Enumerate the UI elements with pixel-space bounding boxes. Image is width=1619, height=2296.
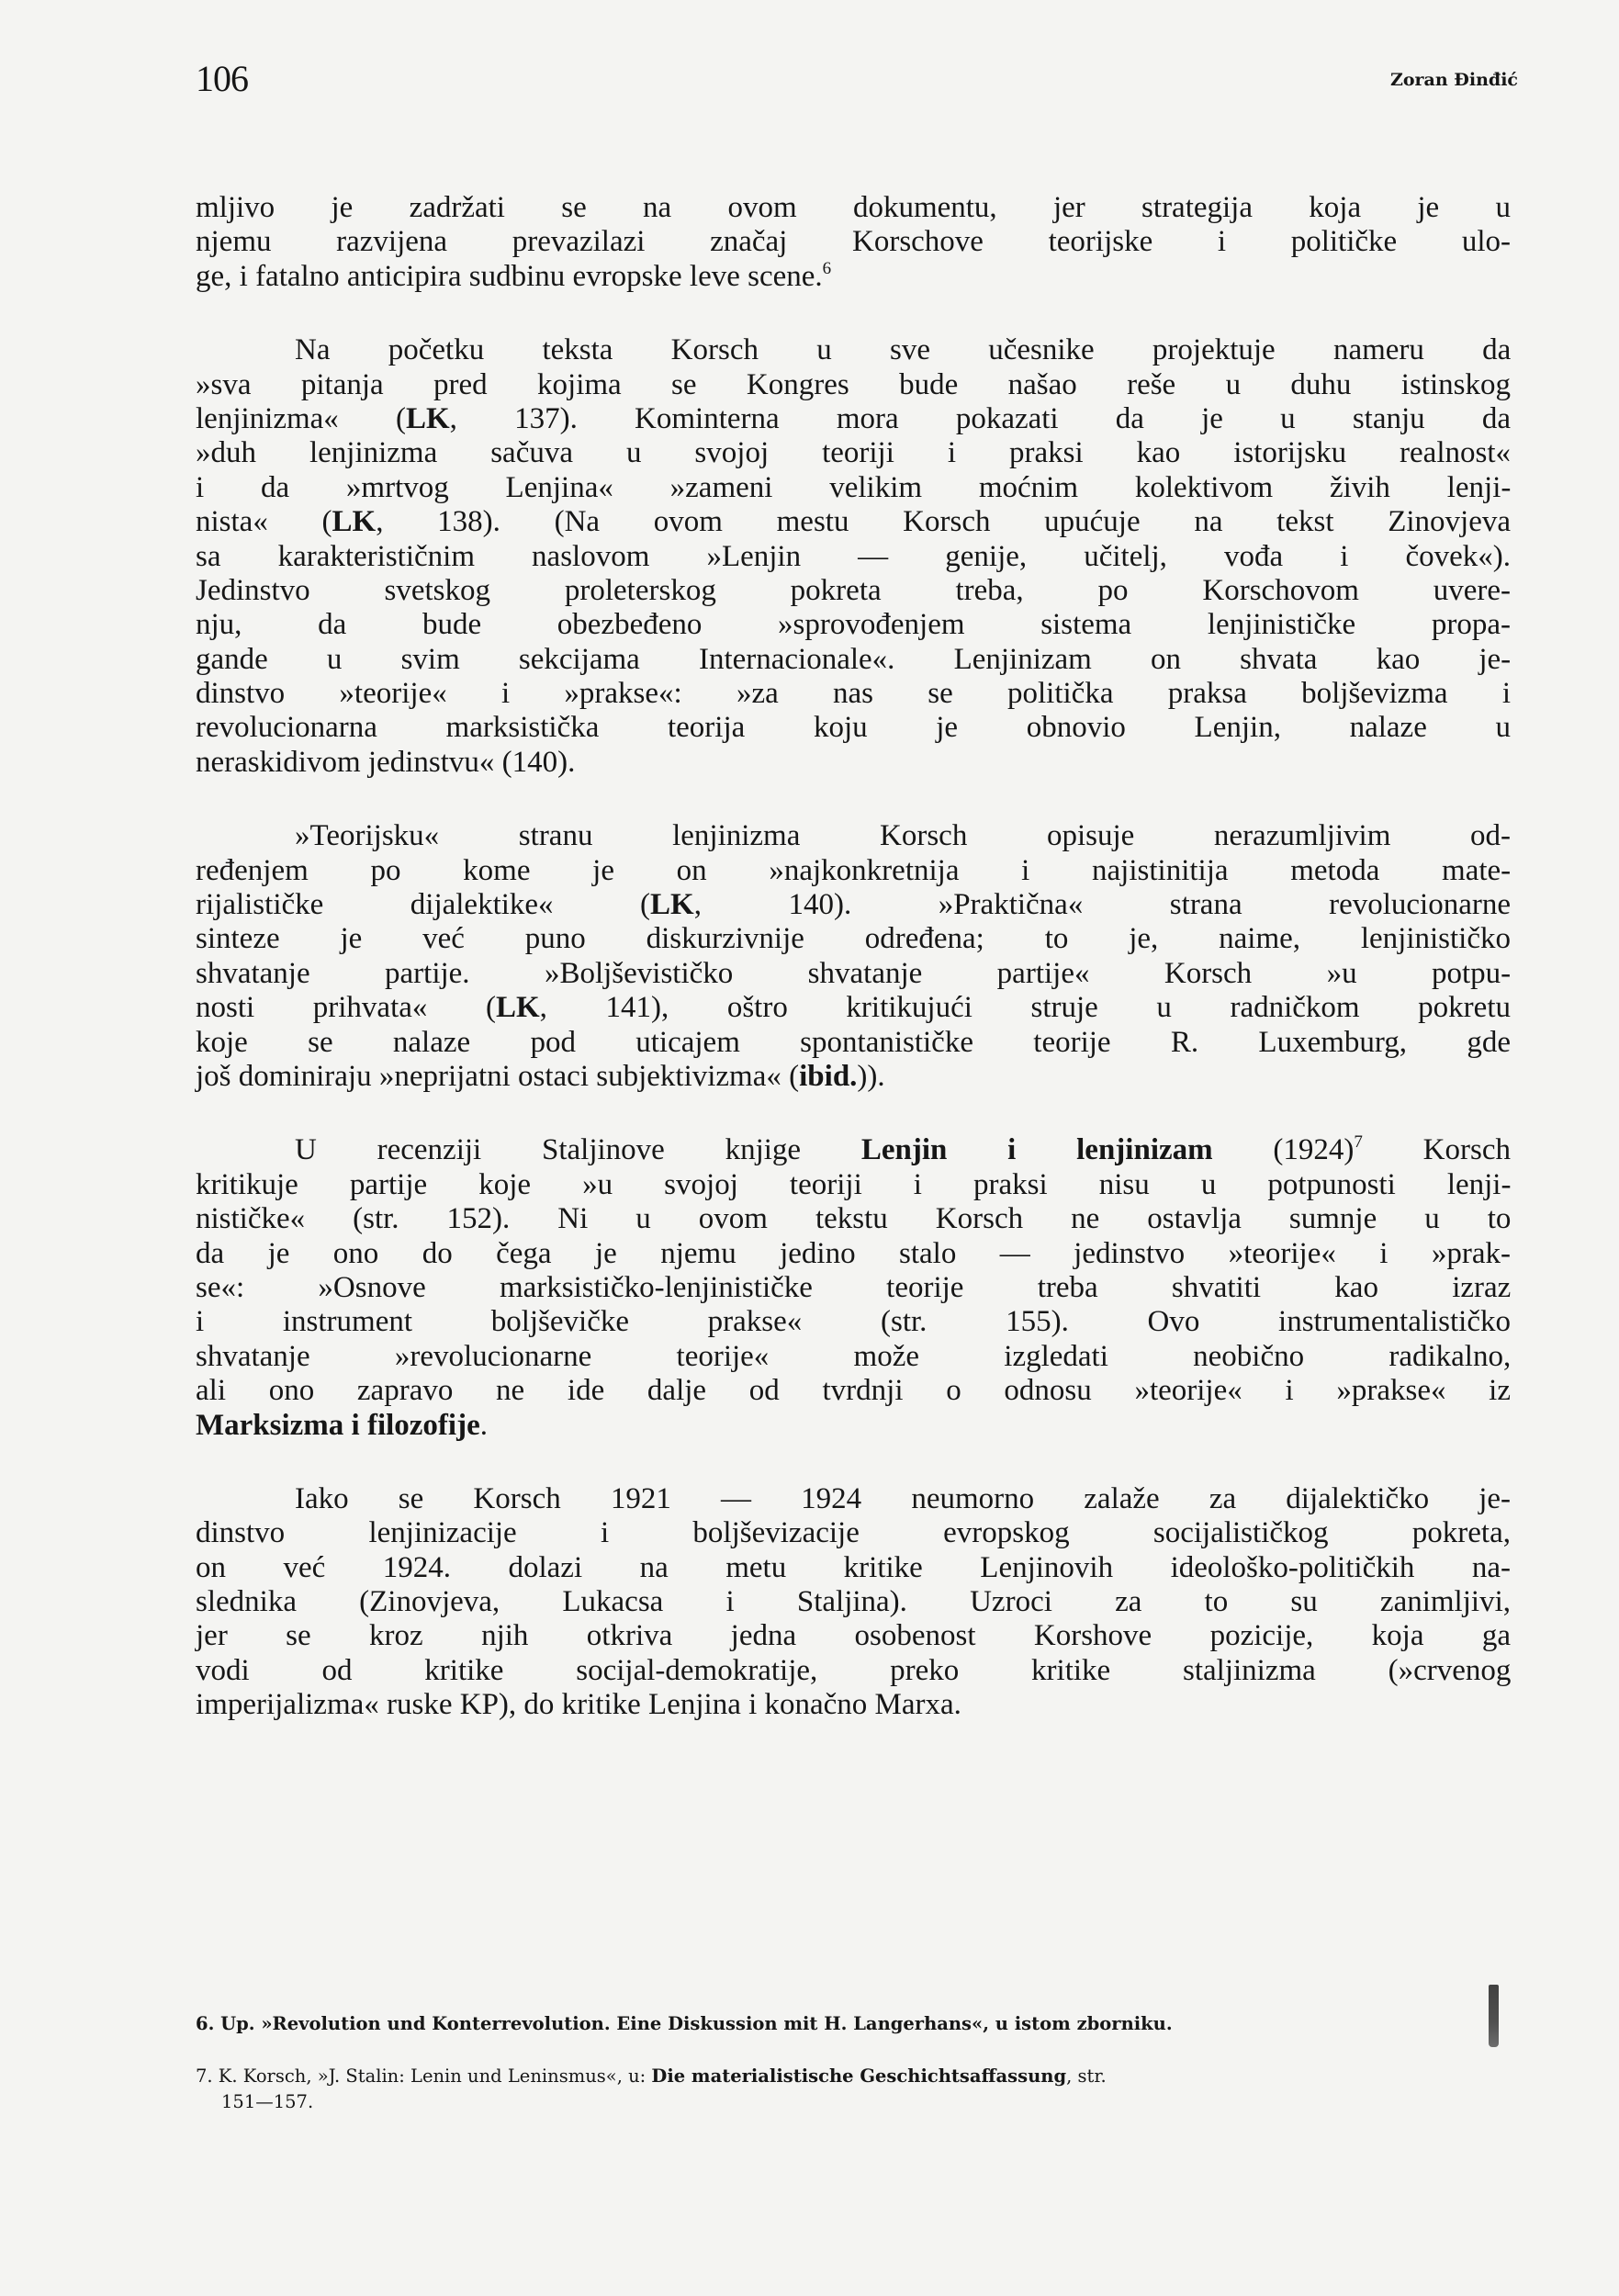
text-run: se«: »Osnove marksističko-lenjinističke teorije treba shvatiti kao izraz (196, 1270, 1512, 1304)
text-line (196, 368, 1511, 402)
text-run: revolucionarna marksistička teorija koju je obnovio Lenjin, nalaze u (196, 711, 1511, 745)
bold-text: 6. Up. »Revolution und Konterrevolution. Eine Diskussion mit H. Langerhans«, u istom zborniku. (196, 2013, 1173, 2034)
text-run: 151—157. (221, 2091, 314, 2112)
text-line (196, 711, 1511, 745)
text-line (196, 402, 1511, 436)
bold-text: Lenjin i lenjinizam (860, 1133, 1213, 1167)
text-line (196, 191, 1511, 225)
bold-text: Die materialistische Geschichtsaffassung (651, 2065, 1067, 2087)
text-run: kritikuje partije koje »u svojoj teoriji i praksi nisu u potpunosti lenji- (196, 1167, 1512, 1201)
paragraph (196, 333, 1511, 780)
footnote (196, 2011, 1463, 2037)
bold-text: LK (650, 888, 694, 922)
text-run: on već 1924. dolazi na metu kritike Lenjinovih ideološko-političkih na- (196, 1550, 1511, 1584)
text-run: dinstvo »teorije« i »prakse«: »za nas se politička praksa boljševizma i (196, 677, 1511, 711)
text-line (196, 1133, 1511, 1167)
text-run: »Teorijsku« stranu lenjinizma Korsch opisuje nerazumljivim od- (295, 819, 1511, 853)
text-run: dinstvo lenjinizacije i boljševizacije evropskog socijalističkog pokreta, (196, 1516, 1511, 1550)
margin-ink-mark (1489, 1985, 1499, 2047)
running-head-author: Zoran Đinđić (1389, 70, 1518, 90)
text-run: ge, i fatalno anticipira sudbinu evropske leve scene. (196, 259, 823, 293)
text-line (196, 1168, 1511, 1202)
text-line (196, 957, 1511, 991)
text-run: slednika (Zinovjeva, Lukacsa i Staljina). Uzroci za to su zanimljivi, (196, 1585, 1511, 1619)
text-line (196, 1654, 1511, 1688)
bold-text: LK (332, 505, 377, 539)
text-line (196, 505, 1511, 539)
text-run: Iako se Korsch 1921 — 1924 neumorno zalaže za dijalektičko je- (295, 1481, 1512, 1515)
footnote-line (196, 2011, 1463, 2037)
text-run: 7. K. Korsch, »J. Stalin: Lenin und Leninsmus«, u: (196, 2065, 652, 2087)
text-line (196, 1271, 1511, 1305)
bold-text: LK (405, 401, 450, 435)
text-run: )). (857, 1059, 885, 1093)
text-run: Na početku teksta Korsch u sve učesnike projektuje nameru da (295, 333, 1512, 367)
text-run: vodi od kritike socijal-demokratije, preko kritike staljinizma (»crvenog (196, 1653, 1512, 1687)
paragraph (196, 191, 1511, 294)
text-run: neraskidivom jedinstvu« (140). (196, 745, 576, 779)
bold-text: Marksizma i filozofije (196, 1408, 480, 1442)
page-number: 106 (196, 58, 248, 99)
text-run: , str. (1066, 2065, 1107, 2087)
text-run: gande u svim sekcijama Internacionale«. Lenjinizam on shvata kao je- (196, 642, 1512, 676)
text-run: imperijalizma« ruske KP), do kritike Lenjina i konačno Marxa. (196, 1688, 961, 1722)
text-line (196, 1409, 1511, 1443)
text-run: , 141), oštro kritikujući struje u radničkom pokretu (539, 991, 1511, 1025)
text-run: nista« ( (196, 505, 332, 539)
text-line (196, 677, 1511, 711)
text-run: da je ono do čega je njemu jedino stalo — jedinstvo »teorije« i »prak- (196, 1236, 1511, 1270)
text-run: lenjinizma« ( (196, 401, 406, 435)
text-run: Korsch (1362, 1133, 1511, 1167)
text-line (196, 1202, 1511, 1236)
text-line (196, 333, 1511, 367)
text-run: rijalističke dijalektike« ( (196, 888, 651, 922)
text-line (196, 1585, 1511, 1619)
paragraph (196, 1133, 1511, 1443)
footnote (196, 2064, 1463, 2115)
footnote-line (196, 2064, 1463, 2089)
text-run: nističke« (str. 152). Ni u ovom tekstu Korsch ne ostavlja sumnje u to (196, 1202, 1512, 1236)
text-line (196, 1026, 1511, 1060)
footnotes (196, 2011, 1463, 2142)
text-run: koje se nalaze pod uticajem spontanističke teorije R. Luxemburg, gde (196, 1025, 1511, 1059)
text-line (196, 1482, 1511, 1516)
text-run: (1924) (1212, 1133, 1355, 1167)
text-line (196, 643, 1511, 677)
text-run: shvatanje »revolucionarne teorije« može izgledati neobično radikalno, (196, 1339, 1512, 1373)
text-run: Jedinstvo svetskog proleterskog pokreta treba, po Korschovom uvere- (196, 573, 1511, 607)
text-line (196, 260, 1511, 294)
text-line (196, 819, 1511, 853)
text-line (196, 1305, 1511, 1339)
text-run: njemu razvijena prevazilazi značaj Korschove teorijske i političke ulo- (196, 225, 1511, 259)
bold-text: LK (495, 991, 540, 1025)
text-run: sa karakterističnim naslovom »Lenjin — genije, učitelj, vođa i čovek«). (196, 539, 1511, 573)
text-run: jer se kroz njih otkriva jedna osobenost Korshove pozicije, koja ga (196, 1619, 1511, 1653)
text-line (196, 1374, 1511, 1408)
text-line (196, 746, 1511, 780)
text-run: , 138). (Na ovom mestu Korsch upućuje na tekst Zinovjeva (376, 505, 1511, 539)
text-run: »duh lenjinizma sačuva u svojoj teoriji i praksi kao istorijsku realnost« (196, 436, 1511, 470)
footnote-reference: 7 (1354, 1132, 1363, 1153)
text-run: shvatanje partije. »Boljševističko shvatanje partije« Korsch »u potpu- (196, 956, 1512, 990)
text-run: ali ono zapravo ne ide dalje od tvrdnji o odnosu »teorije« i »prakse« iz (196, 1374, 1511, 1408)
text-line (196, 1619, 1511, 1653)
text-line (196, 471, 1511, 505)
text-line (196, 608, 1511, 642)
text-run: nosti prihvata« ( (196, 991, 496, 1025)
text-line (196, 1340, 1511, 1374)
text-line (196, 991, 1511, 1025)
text-line (196, 854, 1511, 888)
text-line (196, 1237, 1511, 1271)
footnote-reference: 6 (822, 258, 832, 278)
text-line (196, 540, 1511, 574)
text-run: , 140). »Praktična« strana revolucionarne (693, 888, 1511, 922)
text-line (196, 922, 1511, 956)
text-run: »sva pitanja pred kojima se Kongres bude našao reše u duhu istinskog (196, 367, 1511, 401)
text-run: U recenziji Staljinove knjige (295, 1133, 861, 1167)
text-line (196, 1060, 1511, 1094)
text-run: mljivo je zadržati se na ovom dokumentu, jer strategija koja je u (196, 191, 1511, 224)
text-line (196, 888, 1511, 922)
text-run: nju, da bude obezbeđeno »sprovođenjem sistema lenjinističke propa- (196, 608, 1511, 642)
text-line (196, 574, 1511, 608)
text-run: ređenjem po kome je on »najkonkretnija i najistinitija metoda mate- (196, 853, 1512, 887)
text-line (196, 436, 1511, 470)
text-run: i instrument boljševičke prakse« (str. 155). Ovo instrumentalističko (196, 1305, 1511, 1339)
text-run: . (479, 1408, 488, 1442)
bold-text: ibid. (799, 1059, 858, 1093)
text-run: , 137). Kominterna mora pokazati da je u stanju da (449, 401, 1511, 435)
footnote-line (196, 2089, 1463, 2115)
body-text (196, 191, 1511, 1762)
text-line (196, 1551, 1511, 1585)
text-run: i da »mrtvog Lenjina« »zameni velikim moćnim kolektivom živih lenji- (196, 470, 1512, 504)
text-line (196, 1688, 1511, 1722)
paragraph (196, 819, 1511, 1094)
text-run: još dominiraju »neprijatni ostaci subjektivizma« ( (196, 1059, 800, 1093)
paragraph (196, 1482, 1511, 1723)
text-line (196, 225, 1511, 259)
text-run: sinteze je već puno diskurzivnije određena; to je, naime, lenjinističko (196, 922, 1511, 956)
text-line (196, 1516, 1511, 1550)
